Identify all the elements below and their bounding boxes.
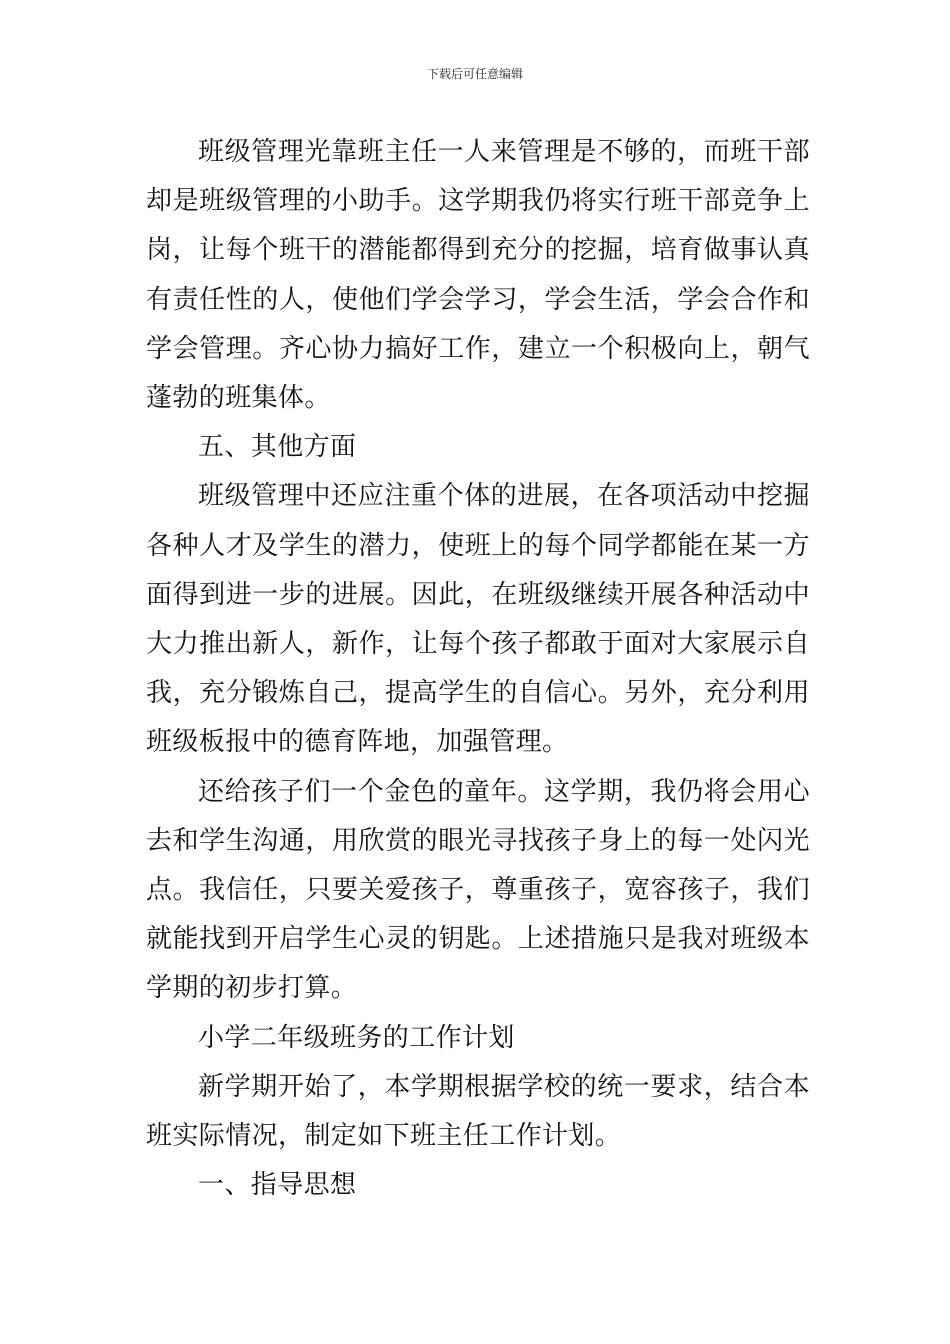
document-body xyxy=(146,128,810,1210)
paragraph-new-semester: 新学期开始了，本学期根据学校的统一要求，结合本班实际情况，制定如下班主任工作计划。 xyxy=(146,1071,810,1152)
heading-guiding-ideology: 一、指导思想 xyxy=(198,1170,357,1201)
paragraph-class-cadre: 班级管理光靠班主任一人来管理是不够的，而班干部却是班级管理的小助手。这学期我仍将实行班干部竞争上岗，让每个班干的潜能都得到充分的挖掘，培育做事认真有责任性的人，使他们学会学习，学会生活，学会合作和学会管理。齐心协力搞好工作，建立一个积极向上，朝气蓬勃的班集体。 xyxy=(146,137,810,414)
heading-work-plan-title: 小学二年级班务的工作计划 xyxy=(198,1022,515,1053)
heading-other-aspects: 五、其他方面 xyxy=(198,432,357,463)
paragraph-individual-development: 班级管理中还应注重个体的进展，在各项活动中挖掘各种人才及学生的潜力，使班上的每个同学都能在某一方面得到进一步的进展。因此，在班级继续开展各种活动中大力推出新人，新作，让每个孩子都敢于面对大家展示自我，充分锻炼自己，提高学生的自信心。另外，充分利用班级板报中的德育阵地，加强管理。 xyxy=(146,481,810,758)
paragraph-golden-childhood: 还给孩子们一个金色的童年。这学期，我仍将会用心去和学生沟通，用欣赏的眼光寻找孩子身上的每一处闪光点。我信任，只要关爱孩子，尊重孩子，宽容孩子，我们就能找到开启学生心灵的钥匙。上述措施只是我对班级本学期的初步打算。 xyxy=(146,776,810,1004)
page-header-note: 下载后可任意编辑 xyxy=(426,67,523,81)
